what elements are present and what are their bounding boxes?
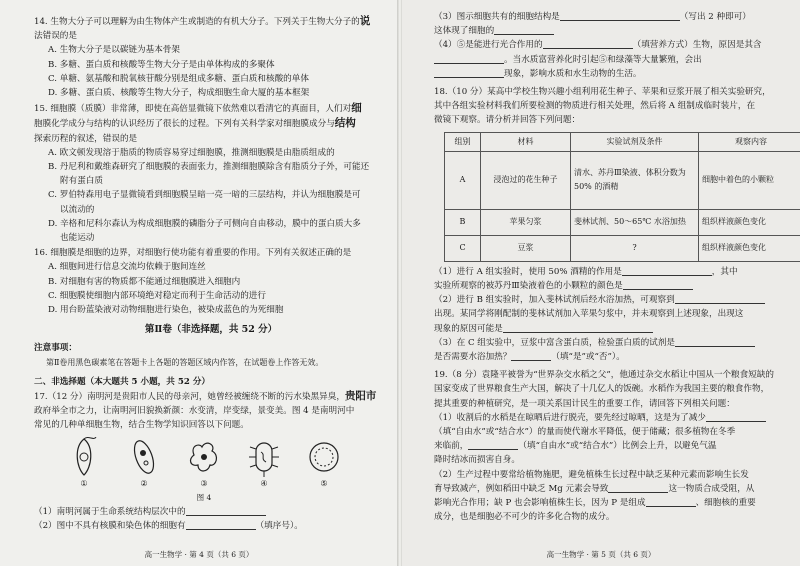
q19-sub2-cont-2: 这一物质合成受阻，从 [668, 483, 755, 494]
figure-4-cells [54, 437, 354, 491]
q14-option-d: D. 多糖、蛋白质、核酸等生物大分子，构成细胞生命大厦的基本框架 [48, 88, 310, 99]
q18-sub1-blank-2[interactable] [623, 280, 693, 290]
q18-sub1-end: 实验所观察的被苏丹Ⅲ染液着色的小颗粒的颜色是 [434, 281, 623, 292]
q19-stem: 19.（8 分）袁隆平被誉为“世界杂交水稻之父”，他通过杂交水稻让中国从一个粮食短缺的 [434, 370, 775, 381]
q19-stem-cont: 国家变成了世界粮食生产大国，解决了十几亿人的饭碗。水稻作为我国主要的粮食作物， [434, 384, 770, 395]
cell-4-label: ④ [260, 478, 268, 488]
cell-2-label: ② [140, 478, 148, 488]
cell-1 [66, 437, 102, 491]
q18-sub2-blank[interactable] [675, 294, 765, 304]
q17-sub3-note: （写出 2 种即可） [679, 12, 751, 22]
section-2-title: 第Ⅱ卷（非选择题，共 52 分） [144, 324, 278, 336]
q17-sub2-blank[interactable] [186, 520, 256, 530]
q18-sub1: （1）进行 A 组实验时，使用 50% 酒精的作用是 [434, 266, 622, 277]
paramecium-icon [126, 437, 162, 477]
cell-4 [246, 437, 282, 491]
table-cell: 苹果匀浆 [481, 209, 571, 235]
right-page-footer: 高一生物学 · 第 5 页（共 6 页） [546, 549, 656, 559]
q15-option-d-cont: 也能运动 [60, 233, 95, 244]
question-18 [434, 85, 800, 364]
q17-sub3-blank[interactable] [560, 11, 680, 21]
table-cell: 组织样液颜色变化 [699, 209, 800, 235]
table-cell: 细胞中着色的小颗粒 [699, 151, 800, 209]
table-row [445, 209, 800, 235]
q18-sub2-end: 现象的原因可能是 [434, 323, 503, 334]
table-cell: 豆浆 [481, 235, 571, 261]
left-page [0, 0, 398, 566]
part-2-title: 二、非选择题（本大题共 5 小题，共 52 分） [34, 376, 211, 387]
q15-stem-end: 探索历程的叙述，错误的是 [34, 133, 138, 144]
cell-5-label: ⑤ [320, 478, 328, 488]
amoeba-icon [186, 437, 222, 477]
q17-sub3: （3）图示细胞共有的细胞结构是 [434, 12, 560, 22]
q17-sub4-cont: （填营养方式）生物，原因是其含 [632, 40, 762, 51]
cyanobacterium-icon [306, 437, 342, 477]
table-row [445, 235, 800, 261]
cell-3-label: ③ [200, 478, 208, 488]
table-header: 实验试剂及条件 [571, 132, 699, 151]
q15-option-c-cont: 以流动的 [60, 204, 95, 215]
cell-2 [126, 437, 162, 491]
table-cell: A [445, 151, 481, 209]
q18-stem: 18.（10 分）某高中学校生物兴趣小组利用花生种子、苹果和豆浆开展了相关实验研究， [434, 87, 771, 98]
q17-sub3-cont: 这体现了细胞的 [434, 26, 495, 37]
q18-sub1-blank[interactable] [622, 266, 712, 276]
q17-sub1: （1）南明河属于生命系统结构层次中的 [34, 507, 186, 518]
q15-option-c: C. 罗伯特森用电子显微镜看到细胞膜呈暗一亮一暗的三层结构，并认为细胞膜是可 [48, 190, 361, 201]
table-cell: B [445, 209, 481, 235]
q19-sub2-cont-3: 影响光合作用；缺 P 也会影响植株生长，因为 P 是组成 [434, 498, 646, 509]
q17-sub4-end: 现象，影响水质和水生动物的生活。 [504, 68, 642, 79]
q14-option-b: B. 多糖、蛋白质和核酸等生物大分子是由单体构成的多聚体 [48, 59, 275, 70]
q18-sub3-blank-2[interactable] [511, 351, 551, 361]
q17-stem-cont: 政府举全市之力，让南明河旧貌换新颜：水变清，岸变绿，景变美。图 4 是南明河中 [34, 406, 355, 417]
question-19 [434, 368, 800, 524]
q17-sub4-cont-2: 。当水质富营养化时引起⑤和绿藻等大量繁殖，会出 [504, 54, 702, 65]
q19-sub1-cont: （填“自由水”或“结合水”）的量而使代谢水平降低，便于储藏；很多植物在冬季 [434, 427, 736, 438]
q18-sub2-blank-2[interactable] [503, 323, 653, 333]
q17-stem: 17.（12 分）南明河是贵阳市人民的母亲河，她曾经被缠绕不断的污水染黑异臭， [34, 392, 345, 403]
q17-sub1-blank[interactable] [186, 506, 266, 516]
q17-sub4-blank[interactable] [543, 39, 633, 49]
table-header: 材料 [481, 132, 571, 151]
q15-stem: 15. 细胞膜（质膜）非常薄，即使在高倍显微镜下依然难以看清它的真面目，人们对 [34, 104, 352, 115]
question-17 [34, 389, 388, 533]
table-cell: 浸泡过的花生种子 [481, 151, 571, 209]
notice-title: 注意事项： [34, 343, 77, 354]
table-cell: 斐林试剂、50～65℃ 水浴加热 [571, 209, 699, 235]
q17-sub4-blank-2[interactable] [434, 54, 504, 64]
cell-3 [186, 437, 222, 491]
question-16 [34, 246, 388, 317]
q15-option-b: B. 丹尼利和戴维森研究了细胞膜的表面张力，推测细胞膜除含有脂质分子外，可能还 [48, 162, 370, 173]
q17-handwriting: 贵阳市 [344, 390, 377, 403]
q17-sub4: （4）⑤是能进行光合作用的 [434, 40, 543, 51]
q16-option-a: A. 细胞间进行信息交流均依赖于胞间连丝 [48, 262, 206, 273]
q16-option-d: D. 用台盼蓝染液对动物细胞进行染色，被染成蓝色的为死细胞 [48, 305, 284, 316]
q17-sub2-tail: （填序号）。 [255, 521, 303, 532]
q19-sub2-end: 成分，也是细胞必不可少的许多化合物的成分。 [434, 512, 615, 523]
table-cell: 清水、苏丹Ⅲ染液、体积分数为 50% 的酒精 [571, 151, 699, 209]
q15-handwriting-2: 结构 [334, 117, 356, 130]
table-header: 组别 [445, 132, 481, 151]
q18-experiment-table [444, 132, 800, 262]
table-row [445, 151, 800, 209]
q15-option-b-cont: 附有蛋白质 [60, 176, 103, 187]
q19-stem-end: 提其重要的种植研究，是一项关系国计民生的重要工作，请回答下列相关问题： [434, 398, 735, 409]
table-cell: C [445, 235, 481, 261]
q15-option-d: D. 辛格和尼科尔森认为构成细胞膜的磷脂分子可侧向自由移动，膜中的蛋白质大多 [48, 218, 361, 229]
q17-sub3-blank-2[interactable] [494, 25, 554, 35]
q14-stem: 14. 生物大分子可以理解为由生物体产生或制造的有机大分子。下列关于生物大分子的 [34, 17, 360, 27]
q16-stem: 16. 细胞膜是细胞的边界，对细胞行使功能有着重要的作用。下列有关叙述正确的是 [34, 248, 352, 259]
q18-sub1-cont: ，其中 [711, 266, 738, 277]
q19-sub2-blank-2[interactable] [646, 497, 696, 507]
right-page [402, 0, 800, 566]
bacterium-icon [246, 437, 282, 477]
q15-handwriting-1: 细 [351, 102, 362, 115]
figure-4-caption: 图 4 [196, 492, 212, 502]
q19-sub2: （2）生产过程中要常给植物施肥，避免植株生长过程中缺乏某种元素而影响生长发 [434, 469, 749, 480]
q19-sub2-cont: 育导致减产，例如稻田中缺乏 Mg 元素会导致 [434, 483, 609, 494]
q18-sub3-cont: 是否需要水浴加热？ [434, 352, 512, 363]
q16-option-c: C. 细胞膜使细胞内部环境绝对稳定而利于生命活动的进行 [48, 290, 266, 301]
question-14 [34, 14, 388, 100]
q14-option-a: A. 生物大分子是以碳链为基本骨架 [48, 45, 180, 56]
cell-1-label: ① [80, 478, 88, 488]
q19-sub2-blank[interactable] [608, 483, 668, 493]
q19-sub1-blank-2[interactable] [468, 440, 518, 450]
table-header: 观察内容 [699, 132, 800, 151]
q18-sub2-cont: 出现。某同学将刚配制的斐林试剂加入苹果匀浆中，并未观察到上述现象，出现这 [434, 309, 744, 320]
q19-sub1-cont-2: 来临前， [434, 441, 469, 452]
q18-stem-end: 微镜下观察。请分析并回答下列问题： [434, 115, 581, 126]
q18-sub3: （3）在 C 组实验中，豆浆中富含蛋白质，检验蛋白质的试剂是 [434, 337, 675, 348]
cell-5 [306, 437, 342, 491]
q14-handwriting: 说 [359, 15, 371, 27]
q16-option-b: B. 对细胞有害的物质都不能通过细胞膜进入细胞内 [48, 276, 241, 287]
q19-sub2-cont-4: 、细胞核的重要 [695, 498, 756, 509]
q15-stem-cont: 胞膜化学成分与结构的认识经历了很长的过程。下列有关科学家对细胞膜成分与 [34, 119, 335, 130]
q18-sub2: （2）进行 B 组实验时，加入斐林试剂后经水浴加热，可观察到 [434, 295, 675, 306]
q17-sub2: （2）图中不具有核膜和染色体的细胞有 [34, 521, 186, 532]
q14-option-c: C. 单糖、氨基酸和脱氧核苷酸分别是组成多糖、蛋白质和核酸的单体 [48, 73, 309, 84]
q19-sub1-end: 降时结冰而损害自身。 [434, 455, 520, 466]
left-page-footer: 高一生物学 · 第 4 页（共 6 页） [144, 549, 254, 559]
q18-sub3-blank[interactable] [675, 337, 755, 347]
q14-stem-cont: 法错误的是 [34, 31, 77, 42]
table-cell: 组织样液颜色变化 [699, 235, 800, 261]
q18-stem-cont: 其中各组实验材料我们所要检测的物质进行相关处理，然后将 A 组制成临时装片，在 [434, 101, 756, 112]
q19-sub1-blank[interactable] [706, 412, 766, 422]
q17-sub4-blank-3[interactable] [434, 68, 504, 78]
q18-sub3-end: （填“是”或“否”）。 [551, 352, 625, 363]
notice-text: 第Ⅱ卷用黑色碳素笔在答题卡上各题的答题区域内作答，在试题卷上作答无效。 [46, 357, 324, 367]
euglena-icon [66, 437, 102, 477]
table-cell: ? [571, 235, 699, 261]
question-15 [34, 101, 388, 245]
q17-stem-end: 常见的几种单细胞生物，结合生物学知识回答以下问题。 [34, 420, 249, 431]
q15-option-a: A. 欧文顿发现溶于脂质的物质容易穿过细胞膜，推测细胞膜是由脂质组成的 [48, 147, 335, 158]
q19-sub1-cont-3: （填“自由水”或“结合水”）比例会上升，以避免气温 [518, 441, 717, 452]
q19-sub1: （1）收割后的水稻是在晾晒后进行脱壳，要先经过晾晒，这是为了减少 [434, 412, 706, 423]
